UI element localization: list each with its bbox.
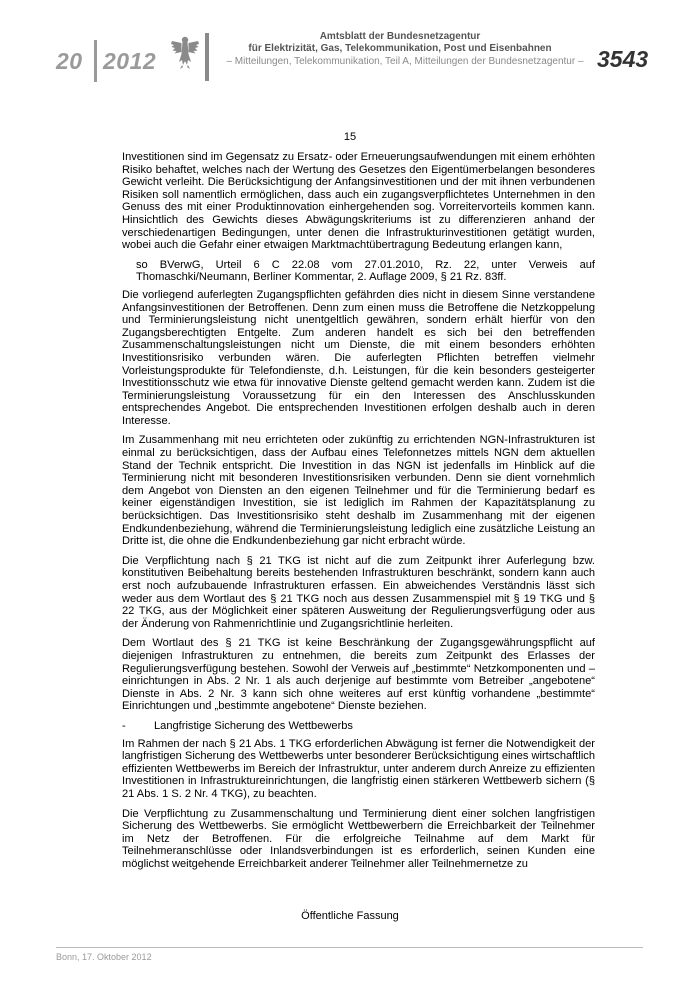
paragraph: Im Zusammenhang mit neu errichteten oder zukünftig zu errichtenden NGN-Infrastrukturen ist einmal zu berücksichtigen, dass der Aufbau eines Telefonnetzes mittels NGN dem aktuellen Stand der Technik entspricht. Die Investition in das NGN ist jedenfalls im Hinblick auf die Terminierung nicht mit besonderen Investitionsrisiken verbunden. Denn sie dient vornehmlich dem Angebot von Diensten an den eigenen Teilnehmer und für die Terminierung bedarf es keiner eigenständigen Investition, sie ist lediglich im Rahmen der Kapazitätsplanung zu berücksichtigen. Das Investitionsrisiko steht deshalb im Zusammenhang mit der eigenen Endkundenbeziehung, während die Terminierungsleistung lediglich eine zusätzliche Leistung an Dritte ist, die ohne die Endkundenbeziehung gar nicht erbracht würde. <box>122 434 595 548</box>
section-heading: Langfristige Sicherung des Wettbewerbs <box>154 719 353 732</box>
section-heading-bullet <box>122 720 595 733</box>
paragraph: Im Rahmen der nach § 21 Abs. 1 TKG erforderlichen Abwägung ist ferner die Notwendigkeit der langfristigen Sicherung des Wettbewerbs unter besonderer Berücksichtigung eines wirtschaftlich effizienten Wettbewerbs im Bereich der Infrastruktur, unter anderem durch Anreize zu effizienten Investitionen in Infrastruktureinrichtungen, die langfristig einen stärkeren Wettbewerb sichern (§ 21 Abs. 1 S. 2 Nr. 4 TKG), zu beachten. <box>122 737 595 800</box>
page-header <box>0 0 700 90</box>
paragraph: Investitionen sind im Gegensatz zu Ersatz- oder Erneuerungsaufwendungen mit einem erhöhten Risiko behaftet, welches nach der Wertung des Gesetzes den Eigentümerbelangen besonderes Gewicht verleiht. Die Berücksichtigung der Anfangsinvestitionen und der mit ihnen verbundenen Risiken soll namentlich ermöglichen, dass auch ein zugangsverpflichtetes Unternehmen in den Genuss des mit einer Produktinnovation einhergehenden sog. Vorreitervorteils kommen kann. Hinsichtlich des Gewichts dieses Abwägungskriteriums ist zu differenzieren anhand der verschiedenartigen Bedingungen, unter denen die Infrastrukturinvestitionen getätigt wurden, wobei auch die Gefahr einer etwaigen Marktmachtübertragung Bedeutung erlangen kann, <box>122 151 595 252</box>
issue-year-divider <box>94 40 97 82</box>
footer-divider <box>56 947 643 948</box>
section-caption: – Mitteilungen, Telekommunikation, Teil A, Mitteilungen der Bundesnetzagentur – <box>226 56 584 67</box>
issue-number: 20 <box>56 48 83 74</box>
paragraph: Die Verpflichtung zu Zusammenschaltung und Terminierung dient einer solchen langfristigen Sicherung des Wettbewerbs. Sie ermöglicht Wettbewerbern die Erreichbarkeit der Teilnehmer im Netz der Betroffenen. Für die erfolgreiche Teilnahme auf dem Markt für Teilnehmeranschlüsse oder Inlandsverbindungen ist es erforderlich, seinen Kunden eine möglichst weitgehende Erreichbarkeit anderer Teilnehmer aller Teilnehmernetze zu <box>122 807 595 870</box>
paragraph: Die vorliegend auferlegten Zugangspflichten gefährden dies nicht in diesem Sinne verstandene Anfangsinvestitionen der Betroffenen. Denn zum einen muss die Betroffene die Netzkoppelung und Terminierungsleistung nicht unentgeltlich gewähren, sondern erhält hierfür von den Zugangsberechtigten Entgelte. Zum anderen handelt es sich bei den betreffenden Zusammenschaltungsleistungen nicht um Dienste, die mit einem besonders erhöhten Investitionsrisiko verbunden wären. Die auferlegten Pflichten betreffen vielmehr Vorleistungsprodukte für Telefondienste, d.h. Leistungen, für die kein besonders gesteigerter Investitionsschutz wie etwa für innovative Dienste geltend gemacht werden kann. Zudem ist die Terminierungsleistung Voraussetzung für ein den Interessen des Anschlusskunden entsprechendes Angebot. Die entsprechenden Investitionen erfolgen deshalb auch in deren Interesse. <box>122 288 595 427</box>
paragraph: Die Verpflichtung nach § 21 TKG ist nicht auf die zum Zeitpunkt ihrer Auferlegung bzw. konstitutiven Beibehaltung bereits bestehenden Infrastrukturen beschränkt, sondern kann auch erst noch aufzubauende Infrastrukturen erfassen. Ein abweichendes Verständnis lässt sich weder aus dem Wortlaut des § 21 TKG noch aus dessen Zusammenspiel mit § 19 TKG und § 22 TKG, aus der Möglichkeit einer späteren Ausweitung der Regulierungsverfügung oder aus der Änderung von Rahmenrichtlinie und Zugangsrichtlinie herleiten. <box>122 554 595 630</box>
issue-year: 2012 <box>103 48 157 74</box>
footer-date: Bonn, 17. Oktober 2012 <box>56 952 152 962</box>
federal-eagle-icon <box>170 34 200 70</box>
header-divider <box>205 33 209 81</box>
document-version-label: Öffentliche Fassung <box>301 910 399 922</box>
document-body <box>122 151 595 877</box>
citation: so BVerwG, Urteil 6 C 22.08 vom 27.01.2010, Rz. 22, unter Verweis auf Thomaschki/Neumann, Berliner Kommentar, 2. Auflage 2009, § 21 Rz. 83ff. <box>136 258 595 284</box>
gazette-title: Amtsblatt der Bundesnetzagentur <box>319 31 481 42</box>
bullet-marker: - <box>122 719 126 732</box>
paragraph: Dem Wortlaut des § 21 TKG ist keine Beschränkung der Zugangsgewährungspflicht auf diejenigen Infrastrukturen zu entnehmen, die bereits zum Zeitpunkt des Erlasses der Regulierungsverfügung bestehen. Sowohl der Verweis auf „bestimmte“ Netzkomponenten und – einrichtungen in Abs. 2 Nr. 1 als auch derjenige auf bestimmte vom Betreiber „angebotene“ Dienste in Abs. 2 Nr. 3 kann sich ohne weiteres auf erst künftig vorhandene „bestimmte“ Einrichtungen und „bestimmte angebotene“ Dienste beziehen. <box>122 637 595 713</box>
document-page-number: 15 <box>343 131 357 143</box>
gazette-subtitle: für Elektrizität, Gas, Telekommunikation, Post und Eisenbahnen <box>248 43 552 54</box>
gazette-page-number: 3543 <box>597 46 649 72</box>
